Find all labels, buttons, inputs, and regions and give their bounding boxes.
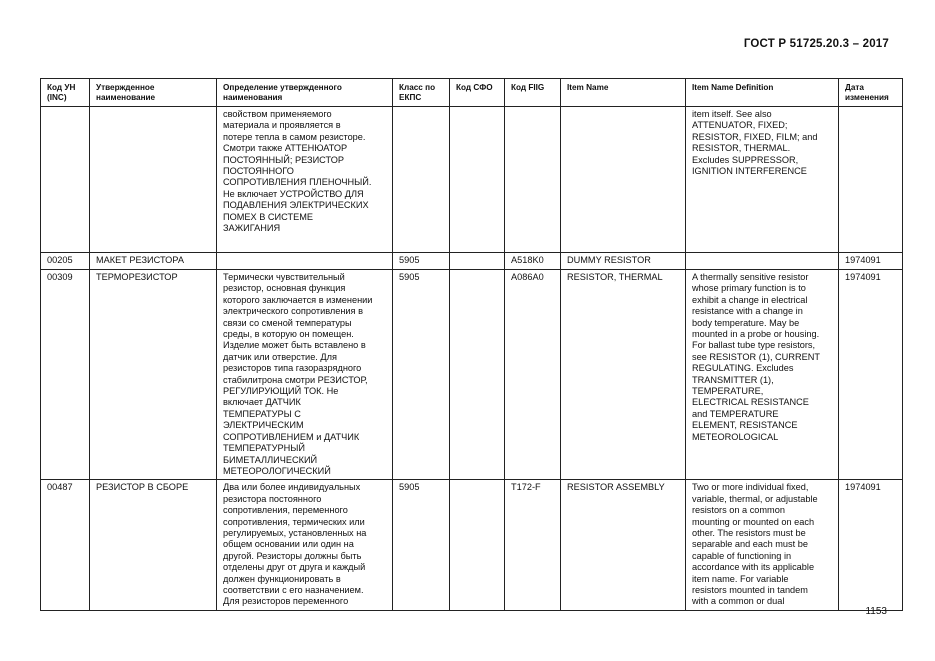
cell-name-ru xyxy=(90,107,217,253)
cell-item-name: DUMMY RESISTOR xyxy=(561,253,686,270)
column-header-inc: Код УН (INC) xyxy=(41,79,90,107)
cell-class xyxy=(393,107,450,253)
cell-definition-en: Two or more individual fixed, variable, thermal, or adjustable resistors on a common mounting or mounted on each other. The resistors must be separable and each must be capable of functioning in accordance with its applicable item name. For variable resistors mounted in tandem with a common or dual xyxy=(686,480,839,610)
column-header-definition-en: Item Name Definition xyxy=(686,79,839,107)
column-header-date: Дата изменения xyxy=(839,79,903,107)
column-header-sfo: Код СФО xyxy=(450,79,505,107)
column-header-item-name: Item Name xyxy=(561,79,686,107)
table-row xyxy=(41,270,903,480)
column-header-name-ru: Утвержденное наименование xyxy=(90,79,217,107)
cell-inc: 00205 xyxy=(41,253,90,270)
table-row xyxy=(41,480,903,610)
cell-item-name: RESISTOR ASSEMBLY xyxy=(561,480,686,610)
nomenclature-table xyxy=(40,78,903,611)
table-row xyxy=(41,253,903,270)
cell-date: 1974091 xyxy=(839,480,903,610)
header-row xyxy=(41,79,903,107)
page-number: 1153 xyxy=(865,606,887,617)
cell-fiig: A086A0 xyxy=(505,270,561,480)
cell-inc: 00487 xyxy=(41,480,90,610)
table-header xyxy=(41,79,903,107)
cell-fiig: A518K0 xyxy=(505,253,561,270)
cell-name-ru: МАКЕТ РЕЗИСТОРА xyxy=(90,253,217,270)
cell-sfo xyxy=(450,253,505,270)
cell-definition-ru: Термически чувствительный резистор, основная функция которого заключается в изменении электрического сопротивления в связи со сменой температуры среды, в которую он помещен. Изделие может быть вставлено в датчик или отверстие. Для резисторов типа газоразрядного стабилитрона смотри РЕЗИСТОР, РЕГУЛИРУЮЩИЙ ТОК. Не включает ДАТЧИК ТЕМПЕРАТУРЫ С ЭЛЕКТРИЧЕСКИМ СОПРОТИВЛЕНИЕМ и ДАТЧИК ТЕМПЕРАТУРНЫЙ БИМЕТАЛЛИЧЕСКИЙ МЕТЕОРОЛОГИЧЕСКИЙ xyxy=(217,270,393,480)
cell-definition-ru xyxy=(217,253,393,270)
cell-item-name xyxy=(561,107,686,253)
cell-definition-ru: свойством применяемого материала и проявляется в потере тепла в самом резисторе. Смотри также АТТЕНЮАТОР ПОСТОЯННЫЙ; РЕЗИСТОР ПОСТОЯННОГО СОПРОТИВЛЕНИЯ ПЛЕНОЧНЫЙ. Не включает УСТРОЙСТВО ДЛЯ ПОДАВЛЕНИЯ ЭЛЕКТРИЧЕСКИХ ПОМЕХ В СИСТЕМЕ ЗАЖИГАНИЯ xyxy=(217,107,393,253)
cell-name-ru: ТЕРМОРЕЗИСТОР xyxy=(90,270,217,480)
column-header-class: Класс по ЕКПС xyxy=(393,79,450,107)
column-header-definition-ru: Определение утвержденного наименования xyxy=(217,79,393,107)
cell-sfo xyxy=(450,107,505,253)
cell-sfo xyxy=(450,480,505,610)
cell-name-ru: РЕЗИСТОР В СБОРЕ xyxy=(90,480,217,610)
cell-class: 5905 xyxy=(393,270,450,480)
cell-date xyxy=(839,107,903,253)
cell-fiig: T172-F xyxy=(505,480,561,610)
cell-definition-en: item itself. See also ATTENUATOR, FIXED; RESISTOR, FIXED, FILM; and RESISTOR, THERMAL. Excludes SUPPRESSOR, IGNITION INTERFERENCE xyxy=(686,107,839,253)
cell-definition-en: A thermally sensitive resistor whose primary function is to exhibit a change in electrical resistance with a change in body temperature. May be mounted in a probe or housing. For ballast tube type resistors, see RESISTOR (1), CURRENT REGULATING. Excludes TRANSMITTER (1), TEMPERATURE, ELECTRICAL RESISTANCE and TEMPERATURE ELEMENT, RESISTANCE METEOROLOGICAL xyxy=(686,270,839,480)
cell-inc: 00309 xyxy=(41,270,90,480)
document-standard-title: ГОСТ Р 51725.20.3 – 2017 xyxy=(743,38,889,50)
cell-item-name: RESISTOR, THERMAL xyxy=(561,270,686,480)
cell-class: 5905 xyxy=(393,480,450,610)
cell-date: 1974091 xyxy=(839,270,903,480)
cell-definition-en xyxy=(686,253,839,270)
cell-definition-ru: Два или более индивидуальных резистора постоянного сопротивления, переменного сопротивления, термических или регулируемых, установленных на общем основании или один на другой. Резисторы должны быть отделены друг от друга и каждый должен функционировать в соответствии с его назначением. Для резисторов переменного xyxy=(217,480,393,610)
column-header-fiig: Код FIIG xyxy=(505,79,561,107)
cell-date: 1974091 xyxy=(839,253,903,270)
cell-sfo xyxy=(450,270,505,480)
cell-class: 5905 xyxy=(393,253,450,270)
cell-fiig xyxy=(505,107,561,253)
cell-inc xyxy=(41,107,90,253)
table-row xyxy=(41,107,903,253)
